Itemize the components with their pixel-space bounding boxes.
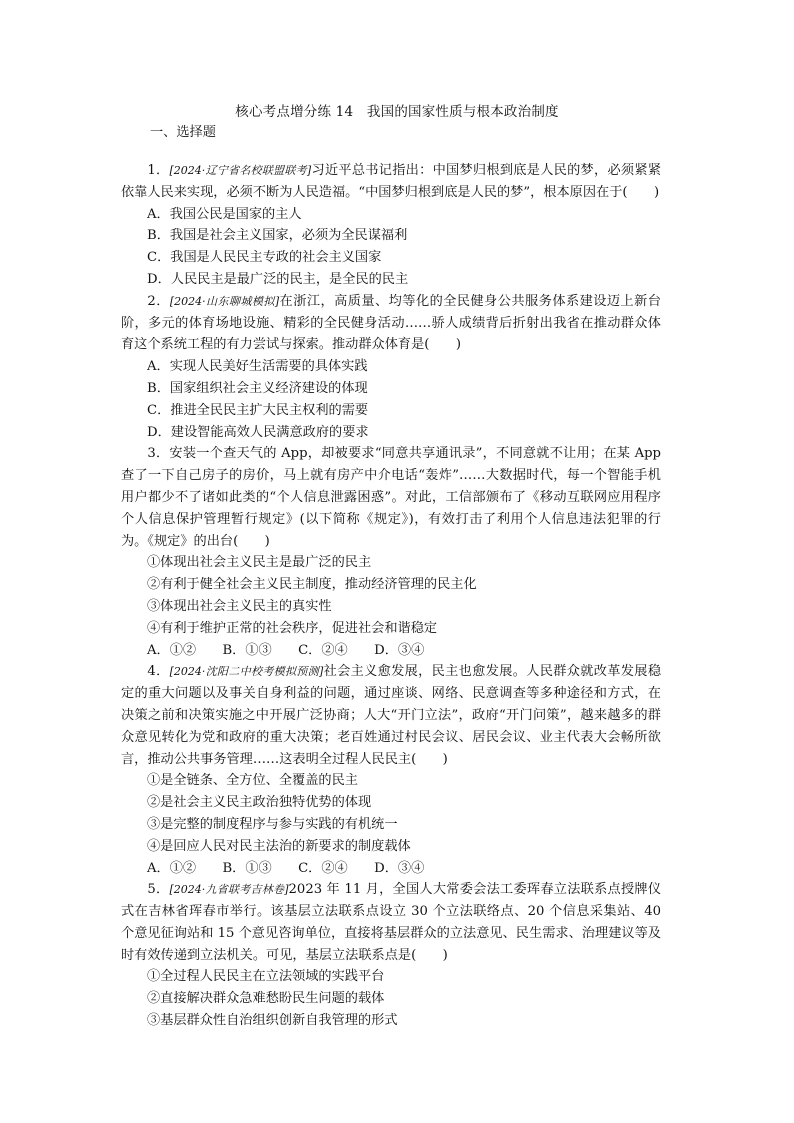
question-2-option-b: B．国家组织社会主义经济建设的体现 (147, 380, 368, 396)
question-4-statement-3: ③是完整的制度程序与参与实践的有机统一 (147, 816, 398, 832)
question-2-source: [2024·山东聊城模拟] (169, 294, 280, 308)
question-1-option-b: B．我国是社会主义国家，必须为全民谋福利 (147, 228, 408, 244)
question-4-statement-2: ②是社会主义民主政治独特优势的体现 (147, 795, 372, 811)
question-4-stem: 4．[2024·沈阳二中校考模拟预测]社会主义愈发展，民主也愈发展。人民群众就改革发展稳定的重大问题以及事关自身利益的问题，通过座谈、网络、民意调查等多种途径和方式，在决策之前和决策实施之中开展广泛协商；人大“开门立法”，政府“开门问策”，越来越多的群众意见转化为党和政府的重大决策；老百姓通过村民会议、居民会议、业主代表大会畅所欲言，推动公共事务管理……这表明全过程人民民主( ) (121, 664, 662, 767)
question-1-option-a: A．我国公民是国家的主人 (147, 206, 302, 222)
question-1-stem: 1．[2024·辽宁省名校联盟联考]习近平总书记指出：中国梦归根到底是人民的梦，必须紧紧依靠人民来实现，必须不断为人民造福。“中国梦归根到底是人民的梦”，根本原因在于( ) (121, 163, 662, 200)
question-5-statement-3: ③基层群众性自治组织创新自我管理的形式 (147, 1013, 398, 1029)
question-2-option-d: D．建设智能高效人民满意政府的要求 (147, 424, 369, 440)
question-3-statement-2: ②有利于健全社会主义民主制度，推动经济管理的民主化 (147, 577, 477, 593)
question-3-choices: A．①② B．①③ C．②④ D．③④ (147, 642, 425, 658)
question-1-option-d: D．人民民主是最广泛的民主，是全民的民主 (147, 271, 409, 287)
question-4-statement-4: ④是回应人民对民主法治的新要求的制度载体 (147, 838, 411, 854)
question-4-statement-1: ①是全链条、全方位、全覆盖的民主 (147, 773, 358, 789)
question-1-source: [2024·辽宁省名校联盟联考] (169, 164, 312, 177)
question-3-statement-4: ④有利于维护正常的社会秩序，促进社会和谐稳定 (147, 620, 438, 636)
question-2-stem: 2．[2024·山东聊城模拟]在浙江，高质量、均等化的全民健身公共服务体系建设迈上新台阶，多元的体育场地设施、精彩的全民健身活动……骄人成绩背后折射出我省在推动群众体育这个系统工程的有力尝试与探索。推动群众体育是( ) (121, 293, 661, 353)
question-5-statement-2: ②直接解决群众急难愁盼民生问题的载体 (147, 991, 385, 1007)
question-2-option-c: C．推进全民民主扩大民主权利的需要 (147, 402, 369, 418)
question-4-source: [2024·沈阳二中校考模拟预测] (169, 665, 324, 679)
page-title: 核心考点增分练 14 我国的国家性质与根本政治制度 (235, 104, 559, 120)
section-heading: 一、选择题 (150, 125, 216, 140)
question-1-option-c: C．我国是人民民主专政的社会主义国家 (147, 250, 382, 266)
question-5-stem: 5．[2024·九省联考吉林卷]2023 年 11 月，全国人大常委会法工委珲春立法联系点授牌仪式在吉林省珲春市举行。该基层立法联系点设立 30 个立法联络点、20 个信息采集站、40 个意见征询站和 15 个意见咨询单位，直接将基层群众的立法意见、民生需求、治理建议等及时有效传递到立法机关。可见，基层立法联系点是( ) (121, 882, 662, 963)
question-4-choices: A．①② B．①③ C．②④ D．③④ (147, 860, 425, 876)
question-3-statement-1: ①体现出社会主义民主是最广泛的民主 (147, 555, 372, 571)
question-5-source: [2024·九省联考吉林卷] (169, 883, 289, 897)
question-2-option-a: A．实现人民美好生活需要的具体实践 (147, 359, 368, 375)
question-3-statement-3: ③体现出社会主义民主的真实性 (147, 598, 332, 614)
question-5-statement-1: ①全过程人民民主在立法领域的实践平台 (147, 969, 385, 985)
question-3-stem: 3．安装一个查天气的 App，却被要求“同意共享通讯录”，不同意就不让用；在某 App 查了一下自己房子的房价，马上就有房产中介电话“轰炸”……大数据时代，每一个智能手机用户都少不了诸如此类的“个人信息泄露困惑”。对此，工信部颁布了《移动互联网应用程序个人信息保护管理暂行规定》(以下简称《规定》)，有效打击了利用个人信息违法犯罪的行为。《规定》的出台( ) (121, 446, 661, 549)
question-list (121, 160, 661, 1032)
